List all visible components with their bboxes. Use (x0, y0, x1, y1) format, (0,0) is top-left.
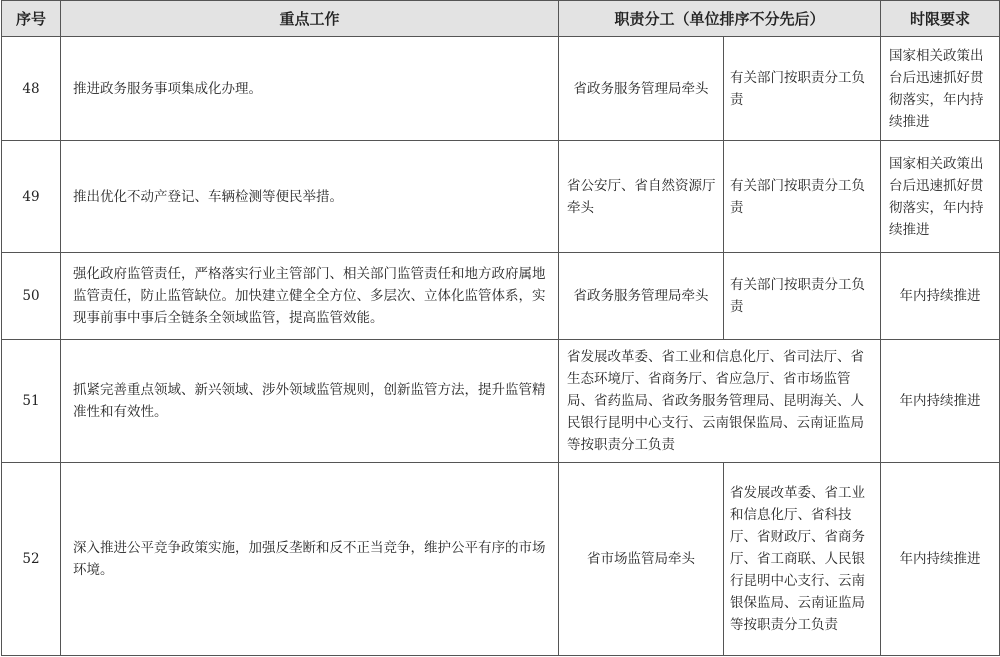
row-deadline: 国家相关政策出台后迅速抓好贯彻落实，年内持续推进 (881, 37, 1000, 141)
row-num: 50 (2, 253, 61, 340)
row-deadline: 年内持续推进 (881, 253, 1000, 340)
row-deadline: 国家相关政策出台后迅速抓好贯彻落实，年内持续推进 (881, 141, 1000, 253)
row-coop: 有关部门按职责分工负责 (724, 253, 881, 340)
row-work: 推进政务服务事项集成化办理。 (61, 37, 559, 141)
row-lead: 省公安厅、省自然资源厅牵头 (559, 141, 724, 253)
header-num: 序号 (2, 1, 61, 37)
row-num: 51 (2, 340, 61, 463)
header-deadline: 时限要求 (881, 1, 1000, 37)
table-row (2, 463, 1000, 656)
row-work: 深入推进公平竞争政策实施，加强反垄断和反不正当竞争，维护公平有序的市场环境。 (61, 463, 559, 656)
row-coop: 省发展改革委、省工业和信息化厅、省科技厅、省财政厅、省商务厅、省工商联、人民银行昆明中心支行、云南银保监局、云南证监局等按职责分工负责 (724, 463, 881, 656)
table-row (2, 340, 1000, 463)
header-duty: 职责分工（单位排序不分先后） (559, 1, 881, 37)
row-coop: 有关部门按职责分工负责 (724, 141, 881, 253)
row-work: 推出优化不动产登记、车辆检测等便民举措。 (61, 141, 559, 253)
header-row (2, 1, 1000, 37)
header-work: 重点工作 (61, 1, 559, 37)
task-table (1, 0, 1000, 656)
row-lead: 省政务服务管理局牵头 (559, 253, 724, 340)
row-num: 52 (2, 463, 61, 656)
row-work: 强化政府监管责任，严格落实行业主管部门、相关部门监管责任和地方政府属地监管责任，防止监管缺位。加快建立健全全方位、多层次、立体化监管体系，实现事前事中事后全链条全领域监管，提高监管效能。 (61, 253, 559, 340)
row-coop: 有关部门按职责分工负责 (724, 37, 881, 141)
table-row (2, 253, 1000, 340)
row-deadline: 年内持续推进 (881, 463, 1000, 656)
row-num: 49 (2, 141, 61, 253)
row-deadline: 年内持续推进 (881, 340, 1000, 463)
row-work: 抓紧完善重点领域、新兴领域、涉外领域监管规则，创新监管方法，提升监管精准性和有效性。 (61, 340, 559, 463)
row-num: 48 (2, 37, 61, 141)
row-lead: 省市场监管局牵头 (559, 463, 724, 656)
table-row (2, 141, 1000, 253)
row-lead: 省政务服务管理局牵头 (559, 37, 724, 141)
row-duty-combined: 省发展改革委、省工业和信息化厅、省司法厅、省生态环境厅、省商务厅、省应急厅、省市场监管局、省药监局、省政务服务管理局、昆明海关、人民银行昆明中心支行、云南银保监局、云南证监局等按职责分工负责 (559, 340, 881, 463)
table-row (2, 37, 1000, 141)
